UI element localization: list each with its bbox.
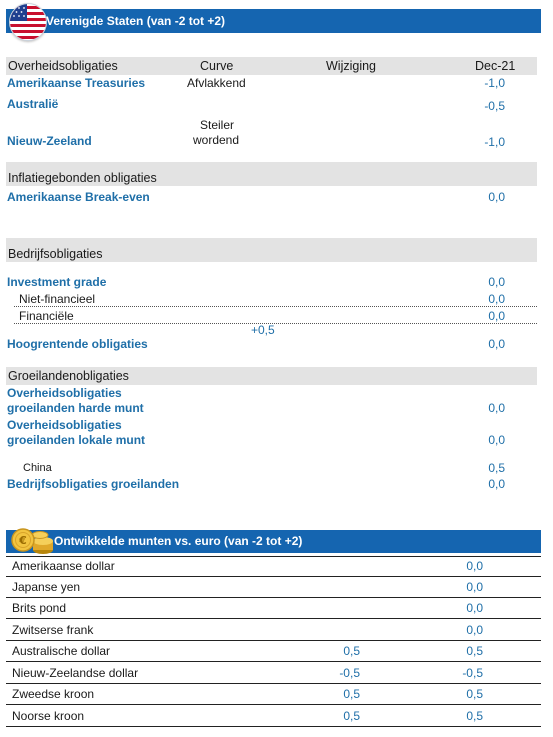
currency-value: 0,0 bbox=[466, 559, 483, 573]
currency-row bbox=[6, 706, 541, 727]
currency-label: Amerikaanse dollar bbox=[12, 559, 115, 573]
government-header-category: Overheidsobligaties bbox=[8, 59, 118, 73]
government-header-change: Wijziging bbox=[326, 59, 377, 73]
em-corporate-label: Bedrijfsobligaties groeilanden bbox=[7, 477, 180, 491]
high-yield-value: 0,0 bbox=[488, 337, 505, 351]
currency-change: -0,5 bbox=[339, 666, 360, 680]
em-local-currency-label-line2: groeilanden lokale munt bbox=[7, 433, 146, 447]
us-breakeven-label: Amerikaanse Break-even bbox=[7, 190, 150, 204]
currency-label: Noorse kroon bbox=[12, 709, 85, 723]
currency-change: 0,5 bbox=[343, 709, 360, 723]
row-divider bbox=[14, 323, 537, 324]
us-section-title: Verenigde Staten (van -2 tot +2) bbox=[46, 14, 226, 28]
row-divider bbox=[14, 306, 537, 307]
emerging-header bbox=[6, 367, 537, 385]
corporate-header bbox=[6, 238, 537, 262]
new-zealand-label: Nieuw-Zeeland bbox=[7, 134, 92, 148]
em-hard-currency-label-line2: groeilanden harde munt bbox=[7, 401, 144, 415]
corporate-change-note: +0,5 bbox=[251, 323, 275, 337]
currency-row bbox=[6, 598, 541, 619]
currency-value: 0,0 bbox=[466, 601, 483, 615]
currency-row bbox=[6, 663, 541, 684]
inflation-header bbox=[6, 162, 537, 186]
financial-label: Financiële bbox=[19, 309, 74, 323]
australia-label: Australië bbox=[7, 97, 59, 111]
government-header-date: Dec-21 bbox=[475, 59, 516, 73]
currency-value: 0,5 bbox=[466, 644, 483, 658]
em-hard-currency-label-line1: Overheidsobligaties bbox=[7, 386, 122, 400]
currency-label: Brits pond bbox=[12, 601, 67, 615]
em-hard-currency-value: 0,0 bbox=[488, 401, 505, 415]
currency-row bbox=[6, 620, 541, 641]
non-financial-label: Niet-financieel bbox=[19, 292, 96, 306]
inflation-header-title: Inflatiegebonden obligaties bbox=[8, 171, 157, 185]
em-local-currency-label-line1: Overheidsobligaties bbox=[7, 418, 122, 432]
us-treasuries-value: -1,0 bbox=[484, 76, 505, 90]
currency-value: 0,5 bbox=[466, 709, 483, 723]
currency-change: 0,5 bbox=[343, 687, 360, 701]
australia-value: -0,5 bbox=[484, 99, 505, 113]
currency-value: 0,5 bbox=[466, 687, 483, 701]
currency-row bbox=[6, 577, 541, 598]
currency-label: Japanse yen bbox=[12, 580, 81, 594]
currency-label: Australische dollar bbox=[12, 644, 111, 658]
row-divider bbox=[6, 726, 541, 727]
new-zealand-value: -1,0 bbox=[484, 135, 505, 149]
corporate-header-title: Bedrijfsobligaties bbox=[8, 247, 103, 261]
currency-label: Zweedse kroon bbox=[12, 687, 95, 701]
currency-value: 0,0 bbox=[466, 623, 483, 637]
us-breakeven-value: 0,0 bbox=[488, 190, 505, 204]
high-yield-label: Hoogrentende obligaties bbox=[7, 337, 148, 351]
currencies-section-title: Ontwikkelde munten vs. euro (van -2 tot +2) bbox=[54, 534, 303, 548]
row-divider bbox=[6, 661, 541, 662]
us-treasuries-label: Amerikaanse Treasuries bbox=[7, 76, 146, 90]
financial-value: 0,0 bbox=[488, 309, 505, 323]
row-divider bbox=[6, 618, 541, 619]
us-flag-icon bbox=[9, 3, 47, 41]
currency-value: 0,0 bbox=[466, 580, 483, 594]
currency-row bbox=[6, 556, 541, 577]
row-divider bbox=[6, 704, 541, 705]
china-value: 0,5 bbox=[488, 461, 505, 475]
china-label: China bbox=[23, 462, 52, 474]
investment-grade-label: Investment grade bbox=[7, 275, 107, 289]
government-header bbox=[6, 57, 537, 75]
currency-label: Nieuw-Zeelandse dollar bbox=[12, 666, 139, 680]
us-treasuries-curve: Afvlakkend bbox=[187, 76, 246, 90]
investment-grade-value: 0,0 bbox=[488, 275, 505, 289]
em-corporate-value: 0,0 bbox=[488, 477, 505, 491]
svg-text:€: € bbox=[19, 534, 27, 547]
new-zealand-curve-line2: wordend bbox=[193, 133, 240, 147]
emerging-header-title: Groeilandenobligaties bbox=[8, 369, 129, 383]
currency-row bbox=[6, 684, 541, 705]
us-section-banner bbox=[6, 9, 541, 33]
currency-row bbox=[6, 641, 541, 662]
currency-label: Zwitserse frank bbox=[12, 623, 94, 637]
currency-change: 0,5 bbox=[343, 644, 360, 658]
currencies-section-banner bbox=[6, 530, 541, 553]
new-zealand-curve-line1: Steiler bbox=[200, 118, 235, 132]
non-financial-value: 0,0 bbox=[488, 292, 505, 306]
government-header-curve: Curve bbox=[200, 59, 234, 73]
currency-value: -0,5 bbox=[462, 666, 483, 680]
em-local-currency-value: 0,0 bbox=[488, 433, 505, 447]
euro-coins-icon bbox=[10, 526, 54, 556]
